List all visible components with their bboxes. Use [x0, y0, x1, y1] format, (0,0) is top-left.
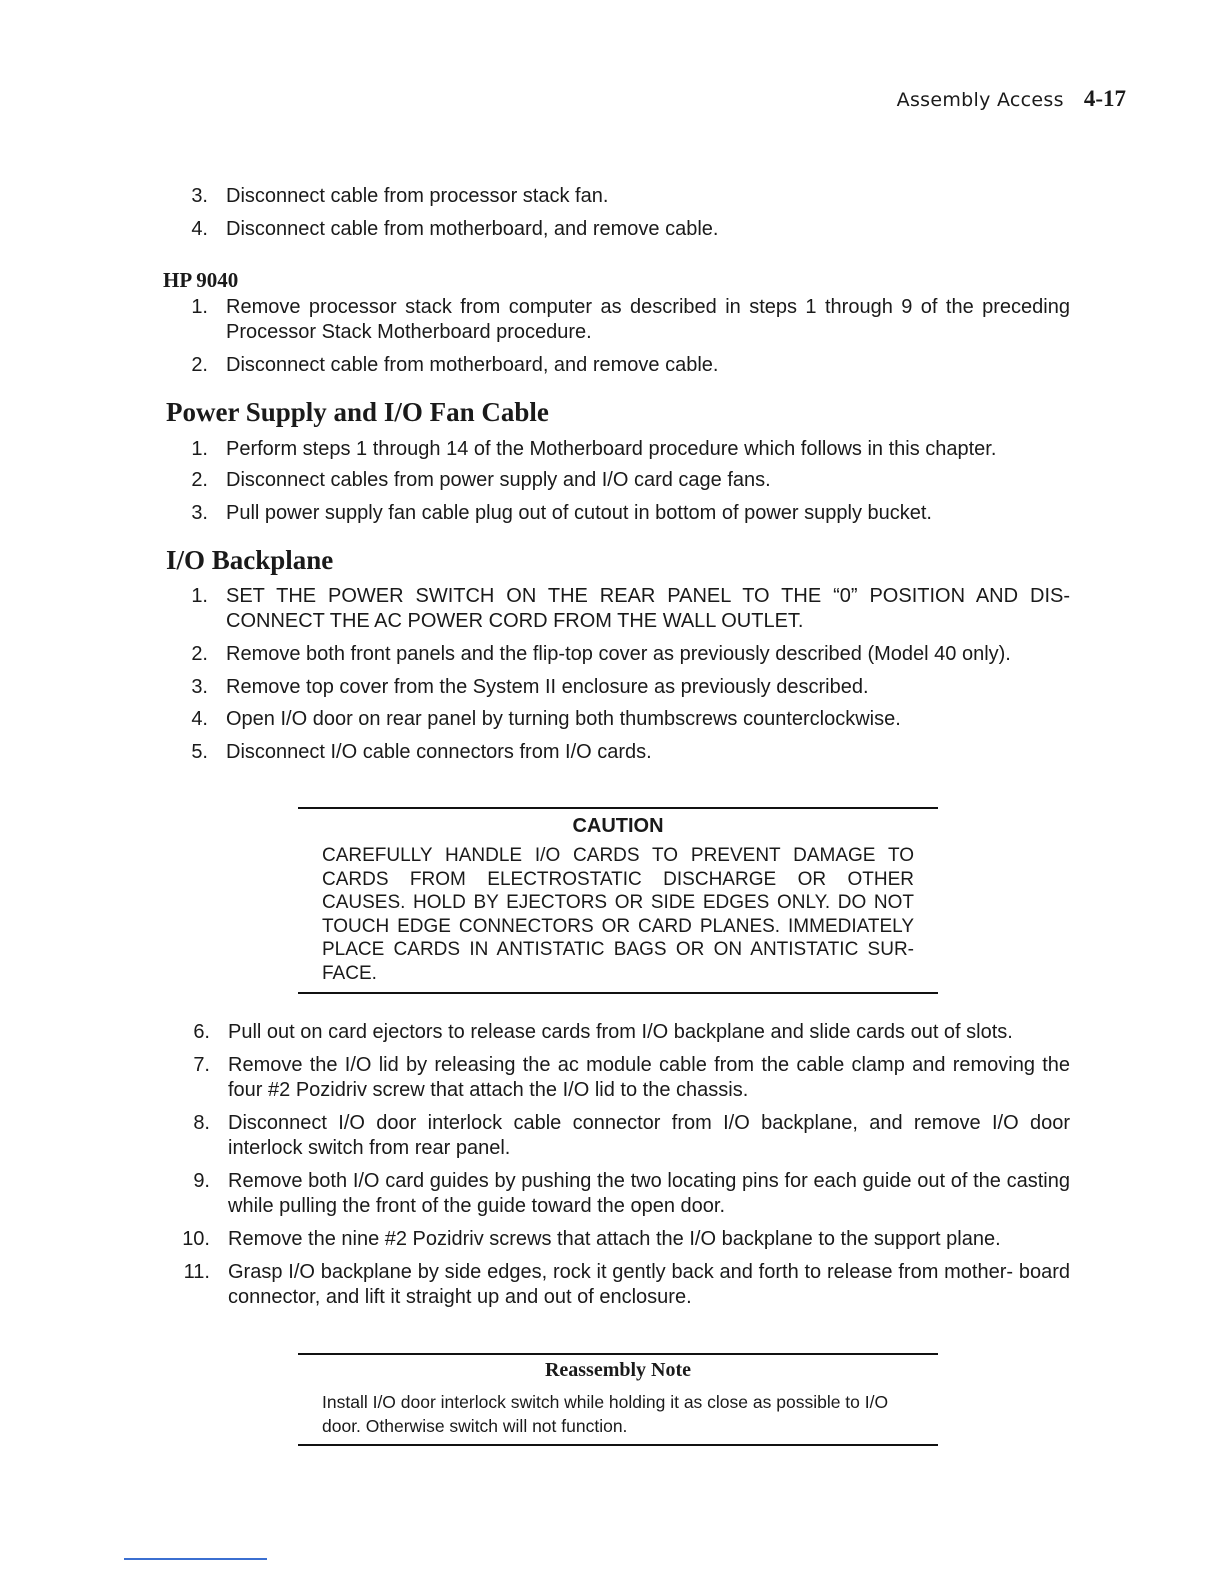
hp9040-heading: HP 9040	[163, 268, 239, 292]
page-number: 4-17	[1083, 86, 1126, 111]
io-backplane-heading: I/O Backplane	[166, 545, 334, 575]
note-title: Reassembly Note	[544, 1359, 692, 1381]
reassembly-note-box	[298, 1353, 938, 1446]
footer-rule	[124, 1558, 267, 1560]
power-supply-heading: Power Supply and I/O Fan Cable	[166, 397, 549, 427]
caution-text: CAREFULLY HANDLE I/O CARDS TO PREVENT DAMAGE TO CARDS FROM ELECTROSTATIC DISCHARGE OR OTHER CAUSES. HOLD BY EJECTORS OR SIDE EDGES ONLY. DO NOT TOUCH EDGE CONNECTORS OR CARD PLANES. IMMEDIATELY PLACE CARDS IN ANTISTATIC BAGS OR ON ANTISTATIC SUR- FACE.	[322, 845, 914, 984]
caution-title: CAUTION	[572, 815, 664, 837]
caution-box	[298, 807, 938, 994]
note-text: Install I/O door interlock switch while holding it as close as possible to I/O door. Otherwise switch will not function.	[322, 1392, 889, 1436]
section-title: Assembly Access	[896, 89, 1064, 111]
page-header	[897, 86, 1126, 112]
